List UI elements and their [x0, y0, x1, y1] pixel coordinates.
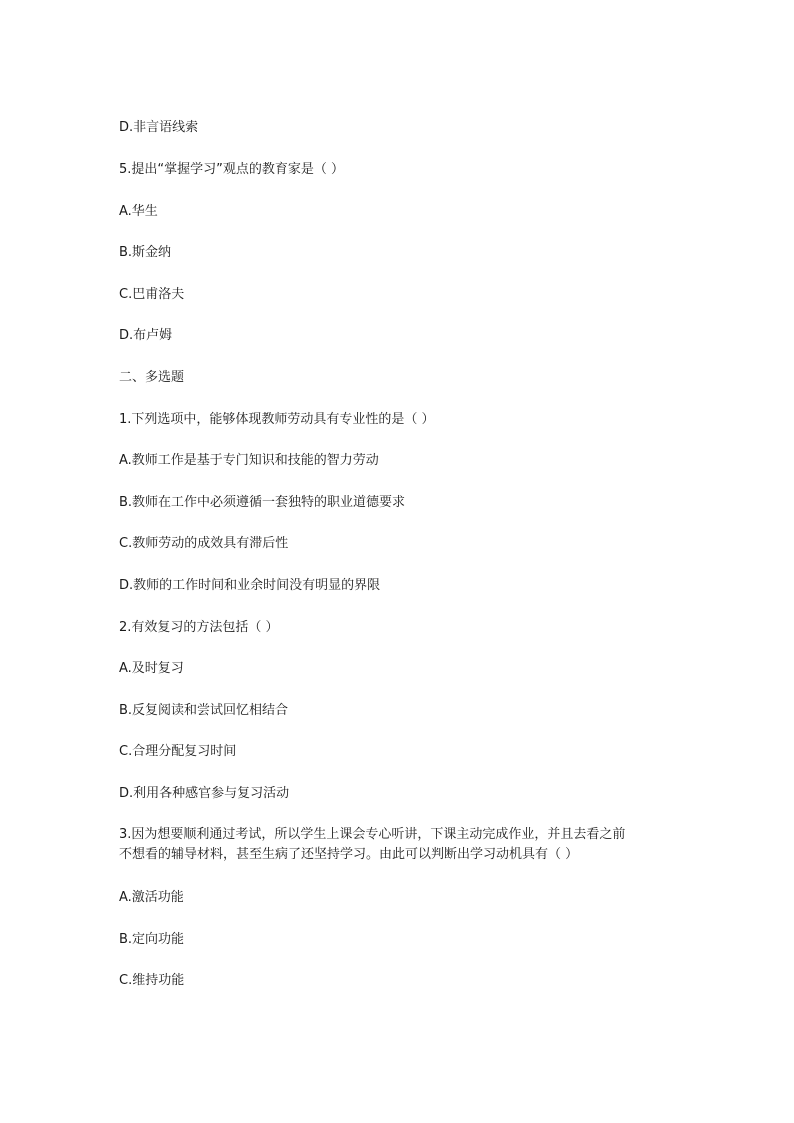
question-5-option-a: A.华生 [119, 204, 158, 219]
mc-question-2-option-b: B.反复阅读和尝试回忆相结合 [119, 703, 289, 718]
question-5-option-d: D.布卢姆 [119, 328, 173, 343]
mc-question-3-option-c: C.维持功能 [119, 973, 185, 988]
section-heading-multiple-choice: 二、多选题 [119, 370, 185, 385]
mc-question-2-option-a: A.及时复习 [119, 661, 184, 676]
mc-question-1-option-a: A.教师工作是基于专门知识和技能的智力劳动 [119, 453, 379, 468]
mc-question-3 [119, 825, 679, 865]
mc-question-2-option-d: D.利用各种感官参与复习活动 [119, 786, 290, 801]
mc-question-1-option-c: C.教师劳动的成效具有滞后性 [119, 536, 289, 551]
mc-question-3-option-a: A.激活功能 [119, 890, 184, 905]
question-5-option-b: B.斯金纳 [119, 245, 172, 260]
mc-question-1-option-d: D.教师的工作时间和业余时间没有明显的界限 [119, 578, 381, 593]
question-5-option-c: C.巴甫洛夫 [119, 287, 185, 302]
question-5: 5.提出“掌握学习”观点的教育家是（ ） [119, 162, 345, 177]
mc-question-3-option-b: B.定向功能 [119, 932, 185, 947]
document-page [119, 0, 679, 1123]
mc-question-2: 2.有效复习的方法包括（ ） [119, 620, 279, 635]
mc-question-1: 1.下列选项中，能够体现教师劳动具有专业性的是（ ） [119, 412, 435, 427]
mc-question-3-line-1: 3.因为想要顺利通过考试，所以学生上课会专心听讲，下课主动完成作业，并且去看之前 [119, 827, 626, 842]
option-d-nonverbal-cues: D.非言语线索 [119, 120, 199, 135]
mc-question-1-option-b: B.教师在工作中必须遵循一套独特的职业道德要求 [119, 495, 406, 510]
mc-question-3-line-2: 不想看的辅导材料，甚至生病了还坚持学习。由此可以判断出学习动机具有（ ） [119, 847, 579, 862]
mc-question-2-option-c: C.合理分配复习时间 [119, 744, 237, 759]
